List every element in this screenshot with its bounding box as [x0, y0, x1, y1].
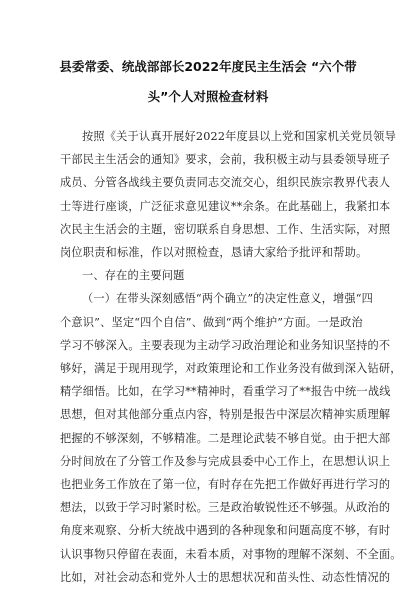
intro-paragraph-line: 士等进行座谈，广泛征求意见建议**余条。在此基础上，我紧扣本 — [60, 199, 391, 213]
section-paragraph-line: 个意识”、坚定“四个自信”、做到“两个维护”方面。一是政治 — [60, 315, 363, 329]
section-paragraph-line: 够好，满足于现用现学，对政策理论和工作业务没有做到深入钻研， — [60, 362, 402, 376]
intro-paragraph-line: 按照《关于认真开展好2022年度县以上党和国家机关党员领导 — [82, 130, 396, 143]
intro-paragraph-line: 成员、分管各战线主要负责同志交流交心，组织民族宗教界代表人 — [60, 176, 391, 190]
title-line: 头”个人对照检查材料 — [147, 89, 269, 104]
section-paragraph-line: 角度来观察、分析大统战中遇到的各种现象和问题高度不够，有时 — [60, 524, 391, 538]
section-paragraph-line: 思想，但对其他部分重点内容，特别是报告中深层次精神实质理解 — [60, 408, 391, 422]
intro-paragraph-line: 次民主生活会的主题，密切联系自身思想、工作、生活实际，对照 — [60, 222, 391, 236]
section-paragraph-line: 也把业务工作放在了第一位，有时存在先把工作做好再进行学习的 — [60, 478, 391, 492]
section-paragraph-line: 学习不够深入。主要表现为主动学习政治理论和业务知识坚持的不 — [60, 338, 391, 352]
title-line: 县委常委、统战部部长2022年度民主生活会 “六个带 — [59, 59, 357, 74]
section-paragraph-line: 把握的不够深刻，不够精准。二是理论武装不够自觉。由于把大部 — [60, 431, 391, 445]
intro-paragraph-line: 岗位职责和标准，作以对照检查，恳请大家给予批评和帮助。 — [60, 246, 368, 260]
section-paragraph-line: 认识事物只停留在表面，未看本质，对事物的理解不深刻、不全面。 — [60, 547, 402, 561]
section-heading: 一、存在的主要问题 — [82, 269, 185, 283]
section-paragraph-line: 想法，以致于学习时紧时松。三是政治敏锐性还不够强。从政治的 — [60, 501, 391, 515]
document-body — [60, 125, 402, 589]
intro-paragraph-line: 干部民主生活会的通知》要求，会前，我积极主动与县委领导班子 — [60, 153, 391, 167]
document-title — [58, 52, 358, 112]
section-paragraph-line: 比如，对社会动态和党外人士的思想状况和苗头性、动态性情况的 — [60, 570, 391, 584]
section-paragraph-line: （一）在带头深刻感悟“两个确立”的决定性意义，增强“四 — [82, 292, 374, 306]
section-paragraph-line: 分时间放在了分管工作及参与完成县委中心工作上，在思想认识上 — [60, 454, 391, 468]
section-paragraph-line: 精学细悟。比如，在学习**精神时，看重学习了**报告中统一战线 — [60, 385, 391, 399]
